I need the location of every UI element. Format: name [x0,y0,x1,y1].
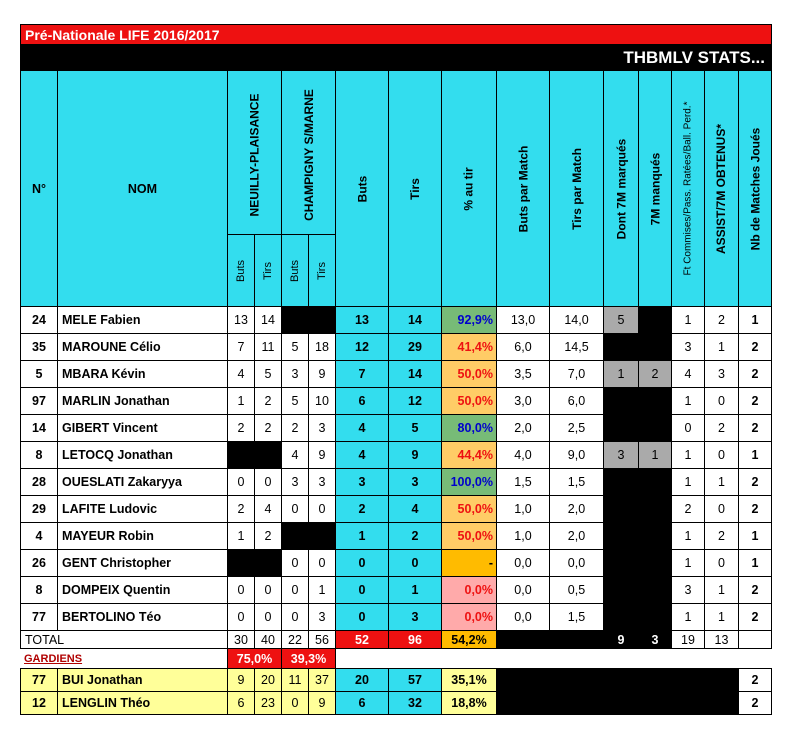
player-nb-matches: 2 [738,603,772,631]
player-pct: 92,9% [441,306,497,334]
header-dont7m-text: Dont 7M marqués [614,138,628,239]
header-c-tirs-text: Tirs [315,261,328,280]
header-dont7m [603,70,639,307]
player-ft: 1 [671,603,705,631]
player-buts: 2 [335,495,389,523]
player-c-tirs: 3 [308,468,336,496]
player-name: BERTOLINO Téo [57,603,228,631]
player-c-buts: 0 [281,603,309,631]
goalkeeper-c-tirs: 37 [308,668,336,692]
player-n-buts [227,441,255,469]
player-buts-par-match: 1,5 [496,468,550,496]
player-n-buts: 7 [227,333,255,361]
player-num: 97 [20,387,58,415]
player-buts: 12 [335,333,389,361]
player-n-tirs: 0 [254,468,282,496]
player-pct: 41,4% [441,333,497,361]
player-name: GENT Christopher [57,549,228,577]
player-buts: 13 [335,306,389,334]
player-n-tirs [254,549,282,577]
player-buts: 1 [335,522,389,550]
player-nb-matches: 1 [738,441,772,469]
player-ft: 3 [671,333,705,361]
goalkeeper-tirs: 32 [388,691,442,715]
player-assist: 0 [704,441,739,469]
header-ft-text: Ft Commises/Pass. Ratées/Ball. Perd.* [682,101,694,276]
player-n-buts: 1 [227,387,255,415]
player-nb-matches: 1 [738,522,772,550]
player-pct: 100,0% [441,468,497,496]
header-tirs-text: Tirs [407,177,422,200]
player-c-tirs [308,522,336,550]
goalkeeper-tirs: 57 [388,668,442,692]
player-n-buts: 0 [227,603,255,631]
player-ft: 1 [671,387,705,415]
player-ft: 1 [671,549,705,577]
player-m7m [638,387,672,415]
player-ft: 1 [671,468,705,496]
header-buts [335,70,389,307]
player-n-tirs: 0 [254,603,282,631]
total-assist: 13 [704,630,739,649]
player-assist: 1 [704,468,739,496]
player-buts: 3 [335,468,389,496]
player-ft: 1 [671,522,705,550]
stats-banner: THBMLV STATS... [20,44,772,71]
player-m7m [638,576,672,604]
total-nb [738,630,772,649]
header-n-buts-text: Buts [234,259,247,282]
player-tirs: 0 [388,549,442,577]
player-nb-matches: 2 [738,576,772,604]
header-m7manques-text: 7M manqués [648,152,662,225]
player-tirs: 2 [388,522,442,550]
goalkeeper-n-tirs: 23 [254,691,282,715]
player-pct: 50,0% [441,360,497,388]
header-pct [441,70,497,307]
player-nb-matches: 2 [738,360,772,388]
player-buts-par-match: 0,0 [496,603,550,631]
header-team2 [281,74,336,235]
player-n-tirs: 0 [254,576,282,604]
player-c-buts: 0 [281,549,309,577]
total-m7m: 3 [638,630,672,649]
total-label: TOTAL [20,630,228,649]
player-tirs: 1 [388,576,442,604]
header-m7manques [638,70,672,307]
player-c-buts [281,522,309,550]
header-nb [738,70,772,307]
goalkeeper-pct: 35,1% [441,668,497,692]
player-c-tirs: 9 [308,441,336,469]
player-assist: 0 [704,549,739,577]
player-tirs-par-match: 14,0 [549,306,604,334]
player-tirs: 4 [388,495,442,523]
player-m7m [638,306,672,334]
player-ft: 2 [671,495,705,523]
player-c-tirs: 9 [308,360,336,388]
player-n-tirs: 5 [254,360,282,388]
header-name: NOM [57,70,228,307]
player-nb-matches: 2 [738,468,772,496]
header-tirs-match [549,70,604,307]
player-tirs-par-match: 6,0 [549,387,604,415]
player-m7m [638,414,672,442]
player-n-buts: 2 [227,495,255,523]
goalkeeper-n-tirs: 20 [254,668,282,692]
header-buts-text: Buts [354,175,369,202]
player-num: 8 [20,576,58,604]
player-tirs: 3 [388,468,442,496]
player-m7m [638,549,672,577]
gardiens-pct-champigny: 39,3% [281,648,336,669]
player-tirs: 29 [388,333,442,361]
header-tirs-match-text: Tirs par Match [569,147,584,230]
player-n-tirs: 2 [254,387,282,415]
player-buts: 0 [335,603,389,631]
player-d7m [603,468,639,496]
player-d7m: 3 [603,441,639,469]
player-c-tirs: 10 [308,387,336,415]
goalkeeper-pct: 18,8% [441,691,497,715]
player-name: OUESLATI Zakaryya [57,468,228,496]
player-name: MAROUNE Célio [57,333,228,361]
player-pct: 44,4% [441,441,497,469]
player-tirs: 3 [388,603,442,631]
goalkeeper-c-buts: 0 [281,691,309,715]
total-n-tirs: 40 [254,630,282,649]
player-c-tirs: 3 [308,414,336,442]
player-m7m [638,603,672,631]
player-nb-matches: 1 [738,549,772,577]
goalkeeper-c-buts: 11 [281,668,309,692]
player-n-tirs: 2 [254,414,282,442]
player-c-buts: 5 [281,387,309,415]
player-name: MBARA Kévin [57,360,228,388]
total-d7m: 9 [603,630,639,649]
player-d7m [603,495,639,523]
header-nb-text: Nb de Matches Joués [748,127,763,250]
player-assist: 1 [704,603,739,631]
player-d7m [603,333,639,361]
player-assist: 3 [704,360,739,388]
player-buts-par-match: 1,0 [496,495,550,523]
goalkeeper-name: BUI Jonathan [57,668,228,692]
player-assist: 0 [704,387,739,415]
player-num: 14 [20,414,58,442]
player-buts-par-match: 0,0 [496,549,550,577]
total-n-buts: 30 [227,630,255,649]
goalkeeper-buts: 20 [335,668,389,692]
player-num: 29 [20,495,58,523]
player-c-buts: 0 [281,495,309,523]
player-n-tirs: 14 [254,306,282,334]
player-n-buts: 4 [227,360,255,388]
player-num: 26 [20,549,58,577]
player-buts-par-match: 13,0 [496,306,550,334]
player-assist: 2 [704,522,739,550]
player-n-buts: 1 [227,522,255,550]
player-nb-matches: 2 [738,414,772,442]
player-d7m [603,414,639,442]
goalkeeper-num: 77 [20,668,58,692]
goalkeeper-blank [496,691,739,715]
player-ft: 1 [671,441,705,469]
player-d7m [603,522,639,550]
total-blank [496,630,604,649]
header-team1-text: NEUILLY-PLAISANCE [247,93,262,216]
player-name: LETOCQ Jonathan [57,441,228,469]
player-name: MAYEUR Robin [57,522,228,550]
total-c-buts: 22 [281,630,309,649]
player-num: 35 [20,333,58,361]
player-nb-matches: 1 [738,306,772,334]
player-ft: 0 [671,414,705,442]
player-pct: 50,0% [441,387,497,415]
player-n-tirs: 11 [254,333,282,361]
player-d7m: 5 [603,306,639,334]
goalkeeper-buts: 6 [335,691,389,715]
player-pct: 0,0% [441,576,497,604]
header-team1 [227,74,282,235]
header-n-tirs [254,234,282,307]
player-assist: 0 [704,495,739,523]
player-nb-matches: 2 [738,387,772,415]
player-n-buts [227,549,255,577]
player-pct: 80,0% [441,414,497,442]
header-assist-text: ASSIST/7M OBTENUS* [714,123,729,254]
gardiens-label: GARDIENS [24,652,83,665]
player-tirs-par-match: 2,5 [549,414,604,442]
player-n-tirs [254,441,282,469]
player-buts: 0 [335,549,389,577]
player-n-buts: 13 [227,306,255,334]
player-ft: 4 [671,360,705,388]
goalkeeper-name: LENGLIN Théo [57,691,228,715]
player-tirs: 12 [388,387,442,415]
player-tirs-par-match: 1,5 [549,603,604,631]
player-d7m [603,549,639,577]
total-pct: 54,2% [441,630,497,649]
player-num: 77 [20,603,58,631]
player-d7m: 1 [603,360,639,388]
player-c-buts: 0 [281,576,309,604]
player-name: LAFITE Ludovic [57,495,228,523]
player-c-tirs [308,306,336,334]
player-m7m: 2 [638,360,672,388]
player-c-buts: 3 [281,468,309,496]
player-tirs-par-match: 0,0 [549,549,604,577]
player-c-buts: 2 [281,414,309,442]
player-m7m [638,522,672,550]
player-num: 28 [20,468,58,496]
goalkeeper-num: 12 [20,691,58,715]
header-num: N° [20,70,58,307]
player-buts: 0 [335,576,389,604]
player-c-buts: 4 [281,441,309,469]
player-tirs-par-match: 7,0 [549,360,604,388]
player-d7m [603,387,639,415]
player-n-tirs: 4 [254,495,282,523]
header-c-buts [281,234,309,307]
player-tirs: 14 [388,306,442,334]
player-buts: 4 [335,441,389,469]
player-tirs-par-match: 2,0 [549,522,604,550]
goalkeeper-nb-matches: 2 [738,691,772,715]
player-m7m [638,333,672,361]
player-c-tirs: 3 [308,603,336,631]
player-tirs: 9 [388,441,442,469]
player-nb-matches: 2 [738,495,772,523]
player-pct: - [441,549,497,577]
sheet-title: Pré-Nationale LIFE 2016/2017 [20,24,772,45]
player-buts: 6 [335,387,389,415]
player-num: 24 [20,306,58,334]
player-tirs-par-match: 0,5 [549,576,604,604]
player-n-buts: 2 [227,414,255,442]
player-buts: 7 [335,360,389,388]
header-team2-text: CHAMPIGNY S/MARNE [301,88,316,221]
header-n-buts [227,234,255,307]
goalkeeper-c-tirs: 9 [308,691,336,715]
player-assist: 1 [704,333,739,361]
player-buts-par-match: 2,0 [496,414,550,442]
header-buts-match-text: Buts par Match [516,145,530,232]
player-tirs-par-match: 9,0 [549,441,604,469]
header-tirs [388,70,442,307]
player-nb-matches: 2 [738,333,772,361]
player-m7m: 1 [638,441,672,469]
player-c-buts: 5 [281,333,309,361]
player-c-buts [281,306,309,334]
header-c-buts-text: Buts [288,259,301,282]
player-num: 4 [20,522,58,550]
player-pct: 0,0% [441,603,497,631]
player-c-tirs: 1 [308,576,336,604]
total-tirs: 96 [388,630,442,649]
player-c-buts: 3 [281,360,309,388]
header-pct-text: % au tir [462,166,476,211]
header-ft [671,70,705,307]
player-n-buts: 0 [227,576,255,604]
header-n-tirs-text: Tirs [261,261,274,280]
player-pct: 50,0% [441,495,497,523]
total-ft: 19 [671,630,705,649]
player-m7m [638,468,672,496]
player-buts-par-match: 0,0 [496,576,550,604]
player-assist: 2 [704,414,739,442]
player-num: 8 [20,441,58,469]
player-pct: 50,0% [441,522,497,550]
player-buts-par-match: 3,5 [496,360,550,388]
player-n-buts: 0 [227,468,255,496]
total-buts: 52 [335,630,389,649]
player-tirs: 5 [388,414,442,442]
player-num: 5 [20,360,58,388]
player-n-tirs: 2 [254,522,282,550]
player-buts-par-match: 1,0 [496,522,550,550]
goalkeeper-blank [496,668,739,692]
player-ft: 1 [671,306,705,334]
gardiens-pct-neuilly: 75,0% [227,648,282,669]
goalkeeper-n-buts: 6 [227,691,255,715]
header-assist [704,70,739,307]
player-c-tirs: 0 [308,495,336,523]
player-name: MARLIN Jonathan [57,387,228,415]
player-c-tirs: 18 [308,333,336,361]
player-d7m [603,576,639,604]
player-d7m [603,603,639,631]
goalkeeper-nb-matches: 2 [738,668,772,692]
player-buts-par-match: 3,0 [496,387,550,415]
player-name: GIBERT Vincent [57,414,228,442]
player-tirs: 14 [388,360,442,388]
player-buts-par-match: 4,0 [496,441,550,469]
player-name: MELE Fabien [57,306,228,334]
goalkeeper-n-buts: 9 [227,668,255,692]
player-name: DOMPEIX Quentin [57,576,228,604]
header-buts-match [496,70,550,307]
player-assist: 2 [704,306,739,334]
player-tirs-par-match: 1,5 [549,468,604,496]
player-tirs-par-match: 14,5 [549,333,604,361]
player-ft: 3 [671,576,705,604]
player-buts-par-match: 6,0 [496,333,550,361]
player-tirs-par-match: 2,0 [549,495,604,523]
header-c-tirs [308,234,336,307]
player-c-tirs: 0 [308,549,336,577]
player-assist: 1 [704,576,739,604]
total-c-tirs: 56 [308,630,336,649]
player-m7m [638,495,672,523]
player-buts: 4 [335,414,389,442]
